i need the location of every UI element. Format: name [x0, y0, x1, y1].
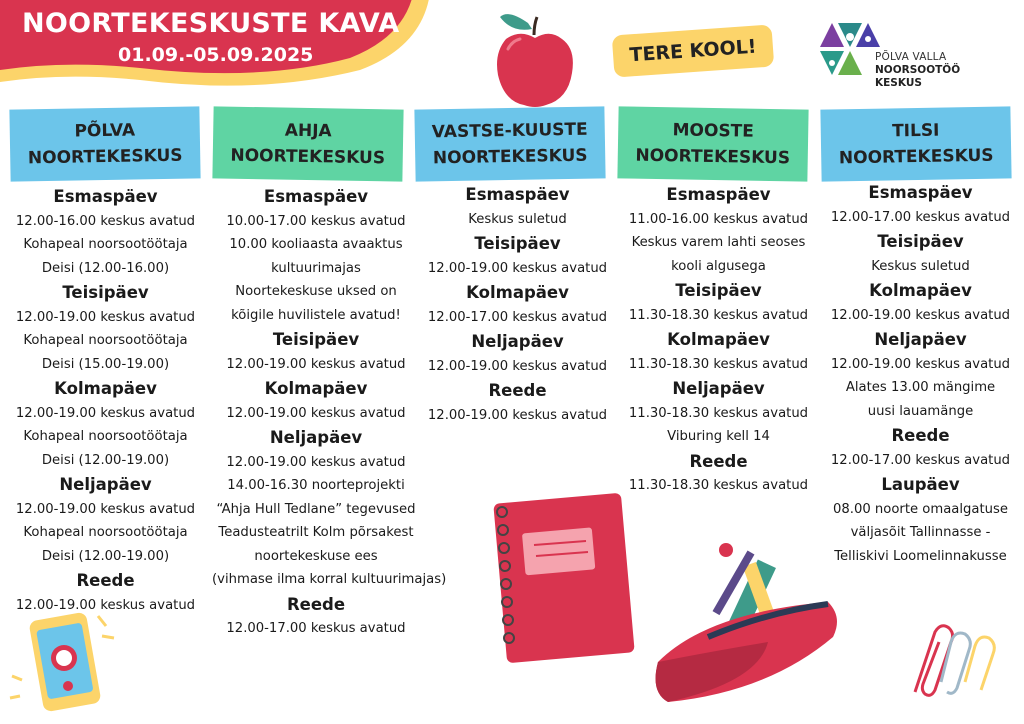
schedule-line: 12.00-19.00 keskus avatud: [427, 358, 608, 374]
schedule-polva: [3, 184, 208, 617]
logo-line-3: KESKUS: [875, 77, 922, 89]
schedule-tilsi: [818, 180, 1023, 568]
schedule-line: 12.00-16.00 keskus avatud: [15, 213, 196, 229]
day-heading: Neljapäev: [471, 332, 564, 351]
banner-mooste: [617, 106, 808, 181]
paper-clips-illustration: [895, 612, 1005, 712]
schedule-line: 12.00-19.00 keskus avatud: [830, 307, 1011, 323]
day-heading: Kolmapäev: [869, 281, 972, 300]
schedule-line: 14.00-16.30 noorteprojekti: [227, 478, 405, 493]
schedule-line: “Ahja Hull Tedlane” tegevused: [216, 501, 416, 517]
logo-text: [875, 51, 960, 90]
schedule-vastse-kuuste: [415, 182, 620, 427]
schedule-ahja: [212, 184, 447, 641]
schedule-line: 11.30-18.30 keskus avatud: [628, 405, 809, 421]
schedule-line: 12.00-19.00 keskus avatud: [15, 501, 196, 517]
apple-illustration: [490, 5, 580, 115]
day-heading: Neljapäev: [874, 330, 967, 349]
schedule-line: Viburing kell 14: [667, 429, 770, 444]
schedule-line: Keskus suletud: [871, 258, 970, 274]
schedule-line: 12.00-19.00 keskus avatud: [830, 356, 1011, 372]
schedule-line: 12.00-19.00 keskus avatud: [226, 454, 406, 470]
schedule-line: Telliskivi Loomelinnakusse: [834, 548, 1007, 564]
day-heading: Kolmapäev: [466, 283, 569, 302]
schedule-line: 12.00-17.00 keskus avatud: [830, 209, 1011, 225]
schedule-line: (vihmase ilma korral kultuurimajas): [212, 572, 447, 587]
schedule-line: väljasõit Tallinnasse -: [850, 525, 991, 540]
page-title: NOORTEKESKUSTE KAVA: [22, 8, 400, 39]
schedule-line: 12.00-19.00 keskus avatud: [15, 309, 196, 325]
schedule-line: Keskus varem lahti seoses: [631, 235, 806, 250]
banner-tilsi-type: NOORTEKESKUS: [838, 145, 994, 169]
schedule-line: 12.00-17.00 keskus avatud: [226, 621, 406, 636]
day-heading: Reede: [286, 594, 346, 614]
schedule-line: Noortekeskuse uksed on: [235, 284, 397, 299]
schedule-line: 12.00-19.00 keskus avatud: [226, 405, 406, 421]
day-heading: Kolmapäev: [264, 379, 368, 398]
tere-kool-badge: TERE KOOL!: [612, 24, 775, 77]
schedule-line: 12.00-19.00 keskus avatud: [15, 597, 196, 613]
banner-ahja-type: NOORTEKESKUS: [230, 145, 386, 169]
day-heading: Reede: [76, 571, 135, 590]
schedule-line: Deisi (12.00-19.00): [41, 452, 170, 468]
banner-tilsi-name: TILSI: [891, 120, 940, 142]
schedule-line: 10.00-17.00 keskus avatud: [226, 213, 406, 229]
day-heading: Reede: [891, 426, 950, 445]
notebook-illustration: [488, 490, 638, 665]
schedule-line: Keskus suletud: [468, 211, 567, 227]
schedule-line: Kohapeal noorsootöötaja: [23, 429, 188, 444]
banner-polva-type: NOORTEKESKUS: [27, 145, 183, 169]
schedule-line: 11.30-18.30 keskus avatud: [628, 356, 809, 372]
banner-tilsi: [820, 106, 1011, 181]
schedule-line: 12.00-17.00 keskus avatud: [830, 452, 1011, 468]
schedule-line: Kohapeal noorsootöötaja: [23, 333, 188, 348]
schedule-line: noortekeskuse ees: [254, 548, 378, 564]
day-heading: Kolmapäev: [54, 379, 157, 398]
logo-line-2: NOORSOOTÖÖ: [875, 64, 961, 76]
schedule-line: 11.30-18.30 keskus avatud: [628, 307, 809, 323]
schedule-line: Alates 13.00 mängime: [845, 380, 996, 395]
day-heading: Esmaspäev: [465, 185, 570, 204]
banner-polva: [9, 106, 200, 181]
schedule-line: 08.00 noorte omaalgatuse: [832, 501, 1009, 517]
schedule-line: kõigile huvilistele avatud!: [231, 307, 401, 323]
banner-vastse-kuuste: [414, 106, 605, 181]
day-heading: Kolmapäev: [667, 330, 770, 349]
day-heading: Teisipäev: [272, 330, 360, 349]
banner-mooste-type: NOORTEKESKUS: [635, 145, 791, 169]
day-heading: Reede: [689, 451, 748, 471]
schedule-line: uusi lauamänge: [867, 403, 974, 419]
schedule-mooste: [616, 182, 821, 498]
banner-polva-name: PÕLVA: [74, 120, 136, 142]
day-heading: Esmaspäev: [53, 187, 158, 206]
alarm-phone-illustration: [6, 606, 126, 722]
schedule-line: 10.00 kooliaasta avaaktus: [229, 237, 403, 252]
banner-mooste-name: MOOSTE: [672, 120, 755, 142]
day-heading: Teisipäev: [474, 234, 561, 253]
day-heading: Neljapäev: [269, 428, 363, 447]
date-range: 01.09.-05.09.2025: [118, 44, 314, 66]
day-heading: Reede: [488, 381, 547, 400]
day-heading: Teisipäev: [877, 232, 964, 251]
schedule-line: 11.00-16.00 keskus avatud: [628, 211, 809, 227]
schedule-line: Deisi (15.00-19.00): [41, 356, 170, 372]
day-heading: Teisipäev: [62, 283, 149, 302]
banner-ahja-name: AHJA: [284, 120, 332, 142]
day-heading: Laupäev: [881, 475, 960, 494]
pencil-case-illustration: [648, 542, 848, 717]
day-heading: Neljapäev: [59, 475, 152, 494]
banner-vastse-kuuste-type: NOORTEKESKUS: [432, 145, 588, 169]
logo-line-1: PÕLVA VALLA: [875, 51, 947, 63]
day-heading: Esmaspäev: [868, 183, 973, 202]
schedule-line: Deisi (12.00-16.00): [41, 260, 170, 276]
schedule-line: 12.00-17.00 keskus avatud: [427, 309, 608, 325]
schedule-line: 12.00-19.00 keskus avatud: [427, 260, 608, 276]
schedule-line: 12.00-19.00 keskus avatud: [15, 405, 196, 421]
day-heading: Esmaspäev: [263, 187, 369, 206]
schedule-line: Teadusteatrilt Kolm põrsakest: [218, 525, 414, 540]
banner-ahja: [212, 106, 403, 181]
schedule-line: Kohapeal noorsootöötaja: [23, 525, 188, 540]
schedule-line: 11.30-18.30 keskus avatud: [628, 478, 809, 493]
day-heading: Esmaspäev: [666, 185, 771, 204]
schedule-line: Kohapeal noorsootöötaja: [23, 237, 188, 252]
banner-vastse-kuuste-name: VASTSE-KUUSTE: [431, 119, 588, 143]
day-heading: Neljapäev: [672, 379, 765, 398]
day-heading: Teisipäev: [675, 281, 762, 300]
schedule-line: kooli algusega: [671, 258, 766, 274]
schedule-line: 12.00-19.00 keskus avatud: [427, 407, 608, 423]
schedule-line: Deisi (12.00-19.00): [41, 548, 170, 564]
schedule-line: 12.00-19.00 keskus avatud: [226, 356, 406, 372]
schedule-line: kultuurimajas: [271, 260, 361, 276]
